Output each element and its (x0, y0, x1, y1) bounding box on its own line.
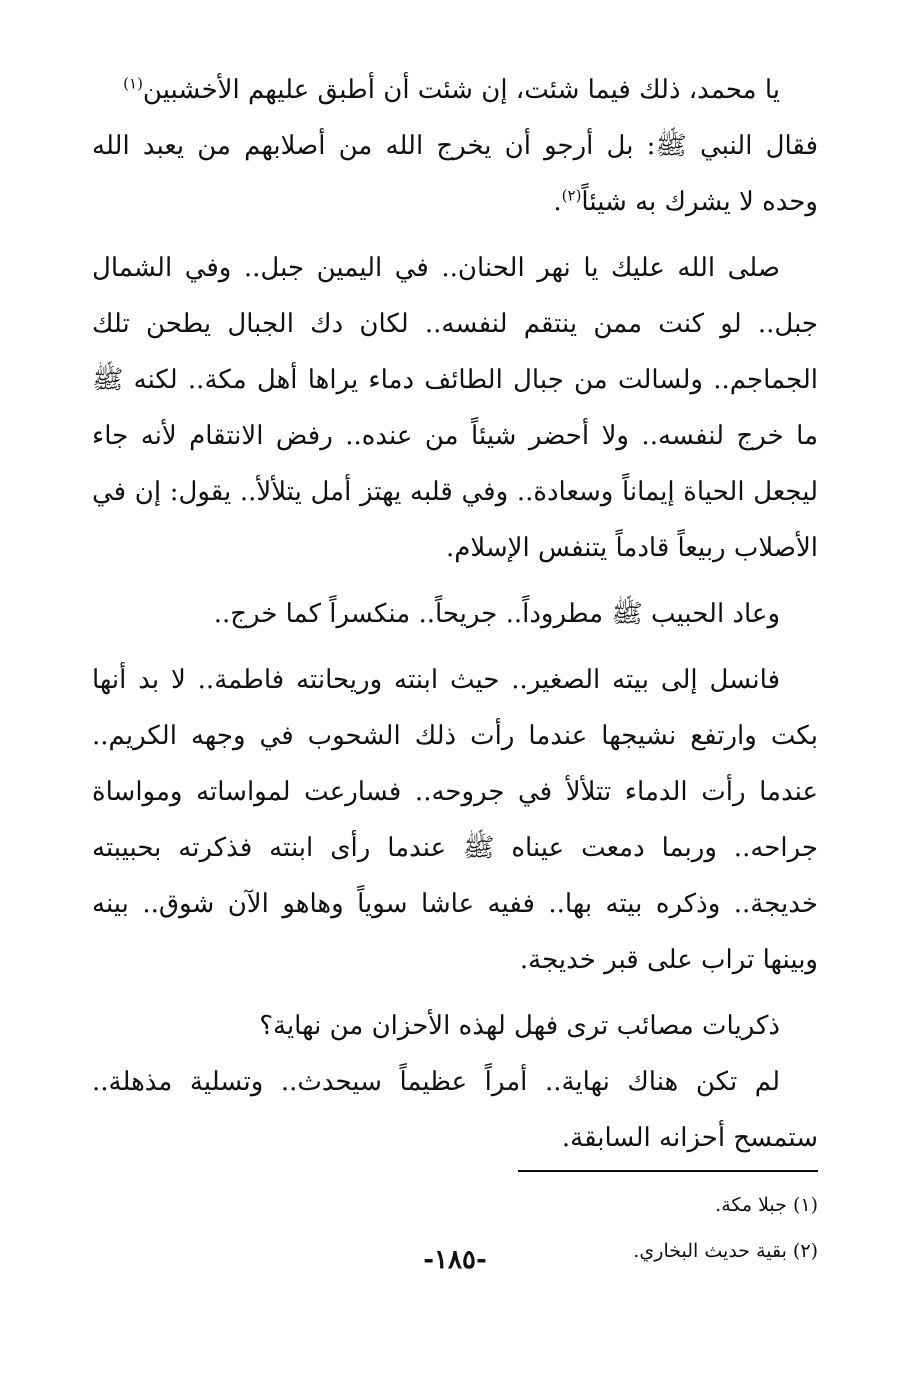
paragraph-text: يا محمد، ذلك فيما شئت، إن شئت أن أطبق عليهم الأخشبين (142, 75, 780, 105)
paragraph-memories (92, 998, 818, 1054)
footnote-marker: (١) (123, 74, 143, 93)
paragraph-fatima (92, 652, 818, 988)
paragraph-tail: . (553, 187, 562, 217)
paragraph-prophet-reply (92, 118, 818, 230)
paragraph-return (92, 586, 818, 642)
paragraph-text: ذكريات مصائب ترى فهل لهذه الأحزان من نهاية؟ (259, 1011, 780, 1041)
paragraph-text: وعاد الحبيب ﷺ مطروداً.. جريحاً.. منكسراً كما خرج.. (213, 599, 780, 629)
book-page (92, 62, 818, 1362)
paragraph-text: فقال النبي ﷺ: بل أرجو أن يخرج الله من أصلابهم من يعبد الله وحده لا يشرك به شيئاً (92, 131, 818, 217)
paragraph-angel-offer (92, 62, 818, 118)
footnote-2: (٢) بقية حديث البخاري. (633, 1240, 818, 1262)
footnote-1: (١) جبلا مكة. (715, 1194, 818, 1216)
paragraph-mercy (92, 240, 818, 576)
paragraph-text: صلى الله عليك يا نهر الحنان.. في اليمين جبل.. وفي الشمال جبل.. لو كنت ممن ينتقم لنفسه.. لكان دك الجبال يطحن تلك الجماجم.. ولسالت من جبال الطائف دماء يراها أهل مكة.. لكنه ﷺ ما خرج لنفسه.. ولا أحضر شيئاً من عنده.. رفض الانتقام لأنه جاء ليجعل الحياة إيماناً وسعادة.. وفي قلبه يهتز أمل يتلألأ.. يقول: إن في الأصلاب ربيعاً قادماً يتنفس الإسلام. (92, 253, 818, 563)
paragraph-no-end (92, 1054, 818, 1166)
paragraph-text: فانسل إلى بيته الصغير.. حيث ابنته وريحانته فاطمة.. لا بد أنها بكت وارتفع نشيجها عندما رأت ذلك الشحوب في وجهه الكريم.. عندما رأت الدماء تتلألأ في جروحه.. فسارعت لمواساته ومواساة جراحه.. وربما دمعت عيناه ﷺ عندما رأى ابنته فذكرته بحبيبته خديجة.. وذكره بيته بها.. ففيه عاشا سوياً وهاهو الآن شوق.. بينه وبينها تراب على قبر خديجة. (92, 665, 818, 975)
footnote-marker: (٢) (561, 186, 582, 205)
paragraph-text: لم تكن هناك نهاية.. أمراً عظيماً سيحدث.. وتسلية مذهلة.. ستمسح أحزانه السابقة. (92, 1067, 818, 1153)
page-number: -١٨٥- (423, 1245, 487, 1275)
footnote-divider (518, 1170, 818, 1172)
